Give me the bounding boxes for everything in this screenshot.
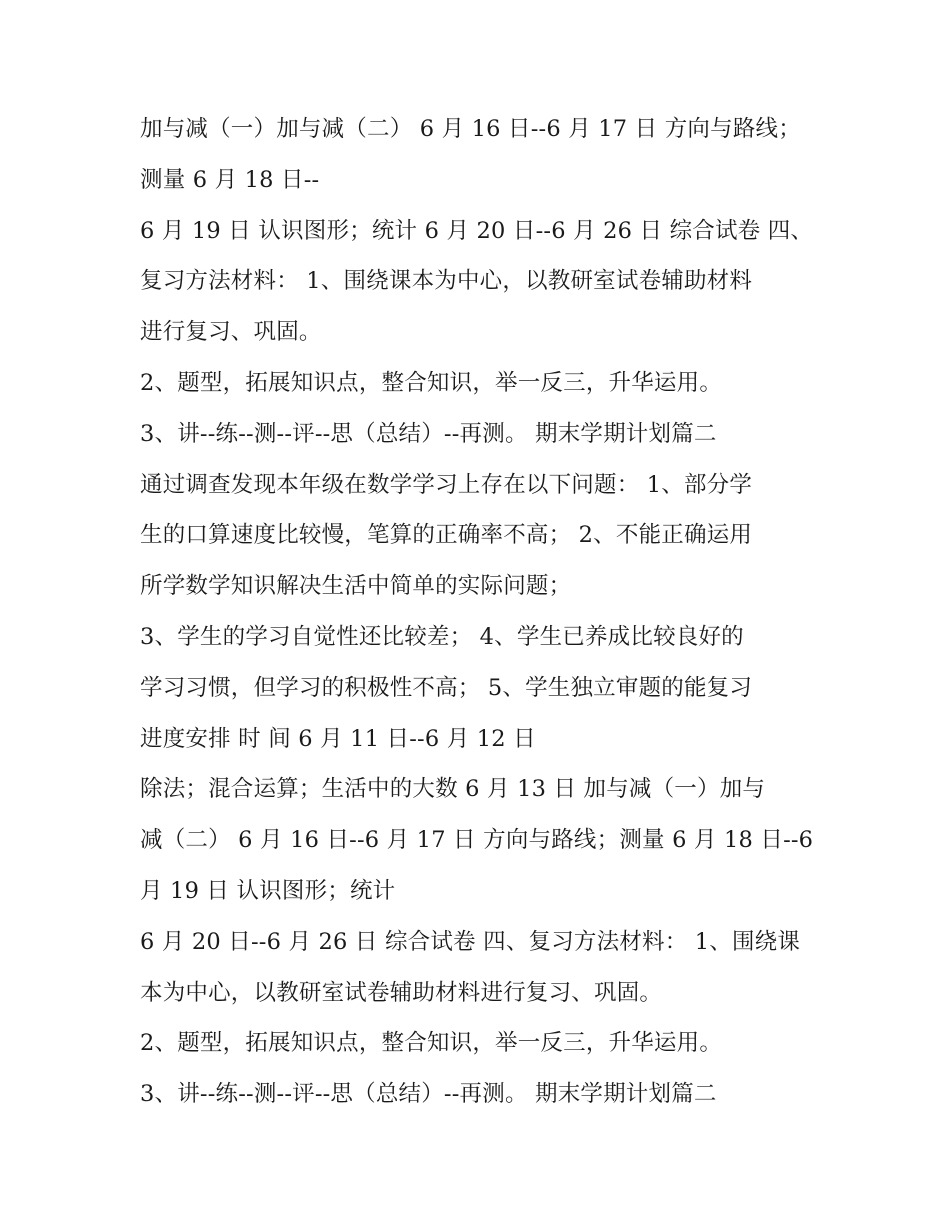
text-line: 学习习惯，但学习的积极性不高； 5、学生独立审题的能复习 [140, 674, 753, 701]
text-line: 生的口算速度比较慢，笔算的正确率不高； 2、不能正确运用 [140, 522, 753, 549]
text-line: 3、学生的学习自觉性还比较差； 4、学生已养成比较良好的 [140, 623, 744, 650]
text-line: 复习方法材料： 1、围绕课本为中心，以教研室试卷辅助材料 [140, 268, 753, 295]
text-line: 进行复习、巩固。 [140, 319, 322, 346]
text-line: 6 月 19 日 认识图形；统计 6 月 20 日--6 月 26 日 综合试卷 四、 [140, 217, 814, 244]
text-line: 除法；混合运算；生活中的大数 6 月 13 日 加与减（一）加与 [140, 776, 766, 803]
text-line: 进度安排 时 间 6 月 11 日--6 月 12 日 [140, 725, 536, 752]
text-line: 所学数学知识解决生活中简单的实际问题； [140, 573, 572, 600]
text-line: 2、题型，拓展知识点，整合知识，举一反三，升华运用。 [140, 1030, 723, 1057]
text-line: 2、题型，拓展知识点，整合知识，举一反三，升华运用。 [140, 369, 723, 396]
text-line: 3、讲--练--测--评--思（总结）--再测。 期末学期计划篇二 [140, 1081, 717, 1108]
text-line: 测量 6 月 18 日-- [140, 166, 320, 193]
document-body [140, 104, 830, 1120]
text-line: 3、讲--练--测--评--思（总结）--再测。 期末学期计划篇二 [140, 420, 717, 447]
text-line: 月 19 日 认识图形；统计 [140, 877, 396, 904]
text-line: 加与减（一）加与减（二） 6 月 16 日--6 月 17 日 方向与路线； [140, 116, 801, 142]
text-line: 6 月 20 日--6 月 26 日 综合试卷 四、复习方法材料： 1、围绕课 [140, 928, 801, 955]
text-line: 减（二） 6 月 16 日--6 月 17 日 方向与路线；测量 6 月 18 日--6 [140, 827, 814, 854]
text-line: 通过调查发现本年级在数学学习上存在以下问题： 1、部分学 [140, 471, 753, 498]
text-line: 本为中心，以教研室试卷辅助材料进行复习、巩固。 [140, 979, 663, 1006]
